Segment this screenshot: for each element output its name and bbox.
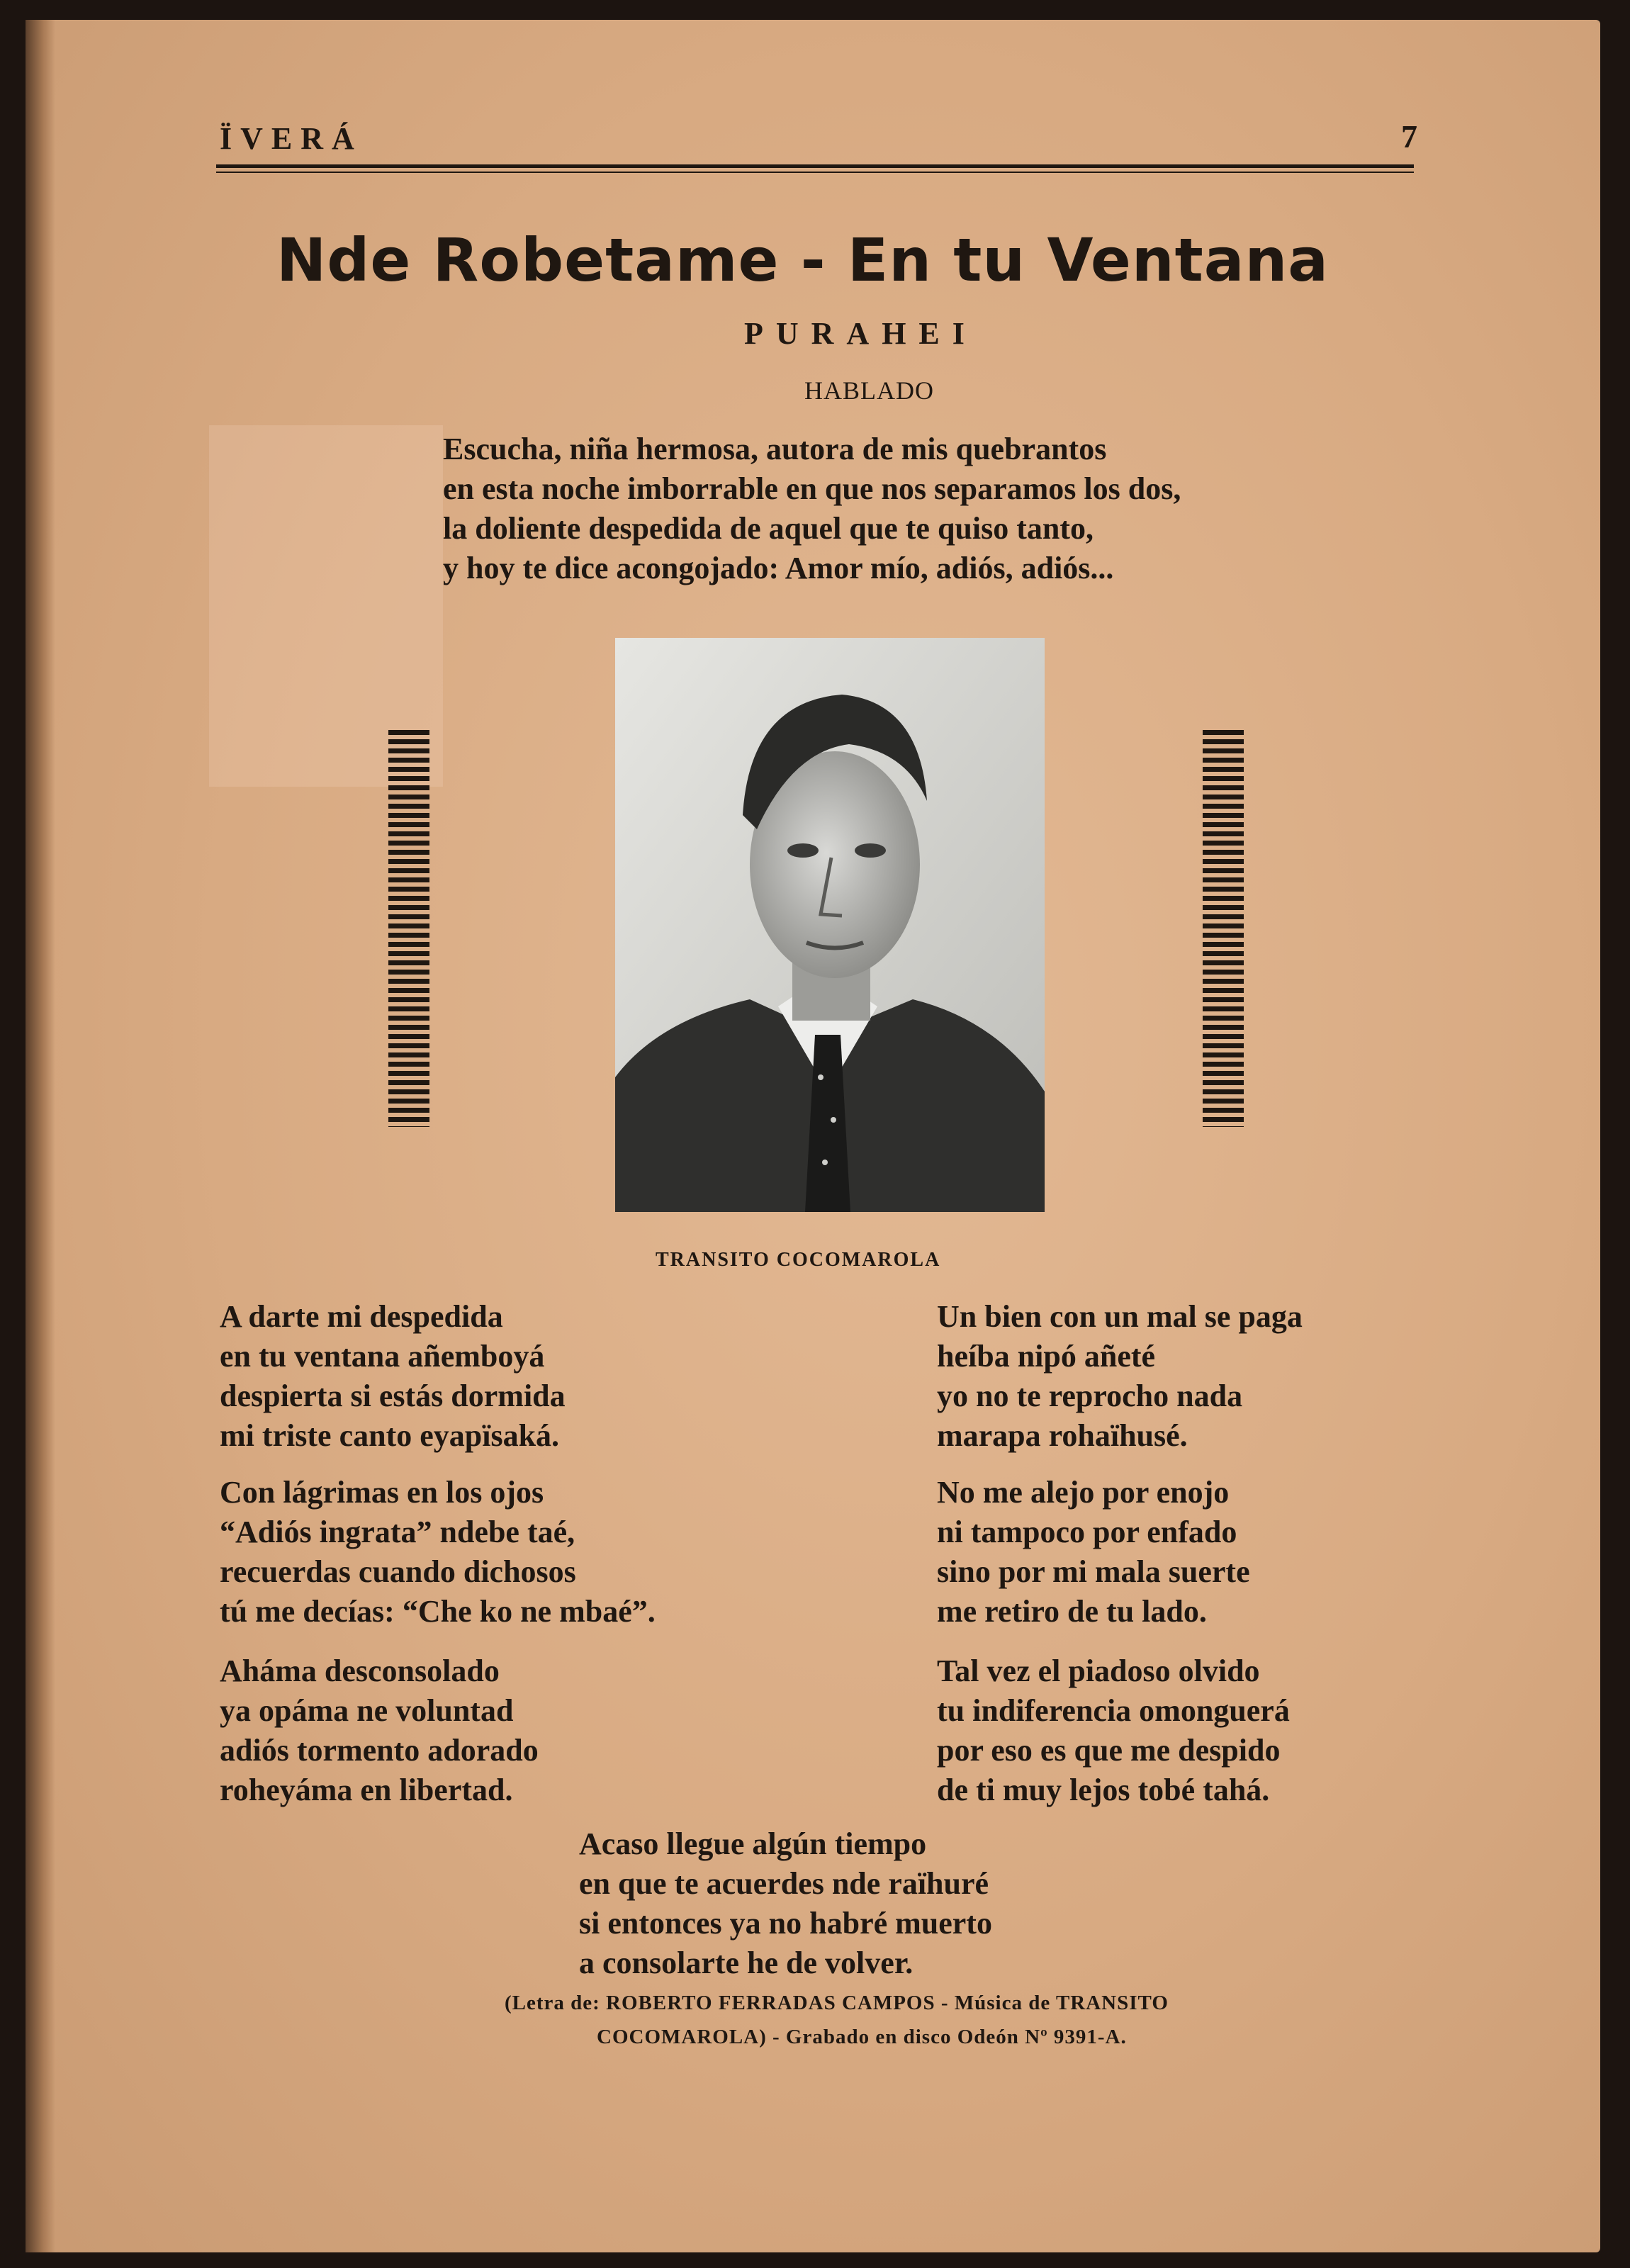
- song-credit: [505, 1986, 1398, 2054]
- verse-line: yo no te reprocho nada: [937, 1379, 1243, 1413]
- verse-line: “Adiós ingrata” ndebe taé,: [220, 1515, 575, 1549]
- verse-line: me retiro de tu lado.: [937, 1594, 1207, 1629]
- page-number: 7: [1401, 118, 1417, 155]
- verse-line: de ti muy lejos tobé tahá.: [937, 1773, 1270, 1807]
- verse-line: ni tampoco por enfado: [937, 1515, 1237, 1549]
- stanza-left-2: [220, 1473, 656, 1632]
- verse-line: si entonces ya no habré muerto: [579, 1906, 992, 1941]
- verse-line: roheyáma en libertad.: [220, 1773, 513, 1807]
- verse-line: ya opáma ne voluntad: [220, 1693, 514, 1728]
- book-spine-shadow: [26, 20, 55, 2252]
- stanza-right-2: [937, 1473, 1250, 1632]
- verse-line: tu indiferencia omonguerá: [937, 1693, 1290, 1728]
- stanza-left-1: [220, 1297, 566, 1456]
- verse-line: Aháma desconsolado: [220, 1654, 500, 1688]
- verse-line: y hoy te dice acongojado: Amor mío, adiós, adiós...: [443, 551, 1114, 585]
- decorative-bar-right: [1203, 730, 1244, 1127]
- verse-line: tú me decías: “Che ko ne mbaé”.: [220, 1594, 656, 1629]
- verse-line: sino por mi mala suerte: [937, 1554, 1250, 1589]
- spoken-verse: [443, 430, 1364, 588]
- verse-line: Con lágrimas en los ojos: [220, 1475, 544, 1510]
- stanza-right-1: [937, 1297, 1303, 1456]
- portrait-illustration: [615, 638, 1045, 1212]
- verse-line: recuerdas cuando dichosos: [220, 1554, 576, 1589]
- verse-line: en que te acuerdes nde raïhuré: [579, 1866, 989, 1901]
- verse-line: Escucha, niña hermosa, autora de mis quebrantos: [443, 432, 1107, 466]
- header-rule-thin: [216, 172, 1414, 173]
- stanza-final: [579, 1824, 992, 1983]
- spoken-label: HABLADO: [804, 376, 934, 405]
- stanza-right-3: [937, 1651, 1290, 1810]
- decorative-bar-left: [388, 730, 429, 1127]
- verse-line: adiós tormento adorado: [220, 1733, 539, 1768]
- verse-line: a consolarte he de volver.: [579, 1946, 914, 1980]
- credit-line: COCOMAROLA) - Grabado en disco Odeón Nº 9391-A.: [597, 2026, 1127, 2048]
- verse-line: A darte mi despedida: [220, 1299, 503, 1334]
- header-rule-thick: [216, 164, 1414, 168]
- photo-caption: TRANSITO COCOMAROLA: [656, 1249, 941, 1271]
- verse-line: marapa rohaïhusé.: [937, 1418, 1188, 1453]
- verse-line: por eso es que me despido: [937, 1733, 1281, 1768]
- verse-line: la doliente despedida de aquel que te quiso tanto,: [443, 511, 1094, 546]
- verse-line: en esta noche imborrable en que nos separamos los dos,: [443, 471, 1181, 506]
- verse-line: mi triste canto eyapïsaká.: [220, 1418, 560, 1453]
- verse-line: Tal vez el piadoso olvido: [937, 1654, 1260, 1688]
- credit-line: (Letra de: ROBERTO FERRADAS CAMPOS - Música de TRANSITO: [505, 1992, 1169, 2014]
- portrait-photo: [615, 638, 1045, 1212]
- verse-line: Un bien con un mal se paga: [937, 1299, 1303, 1334]
- verse-line: en tu ventana añemboyá: [220, 1339, 545, 1374]
- verse-line: Acaso llegue algún tiempo: [579, 1826, 927, 1861]
- song-title: Nde Robetame - En tu Ventana: [276, 225, 1329, 295]
- verse-line: heíba nipó añeté: [937, 1339, 1156, 1374]
- running-title: ÏVERÁ: [220, 121, 363, 156]
- stanza-left-3: [220, 1651, 539, 1810]
- verse-line: despierta si estás dormida: [220, 1379, 566, 1413]
- running-head: [220, 120, 1417, 170]
- song-genre: PURAHEI: [744, 316, 977, 351]
- verse-line: No me alejo por enojo: [937, 1475, 1230, 1510]
